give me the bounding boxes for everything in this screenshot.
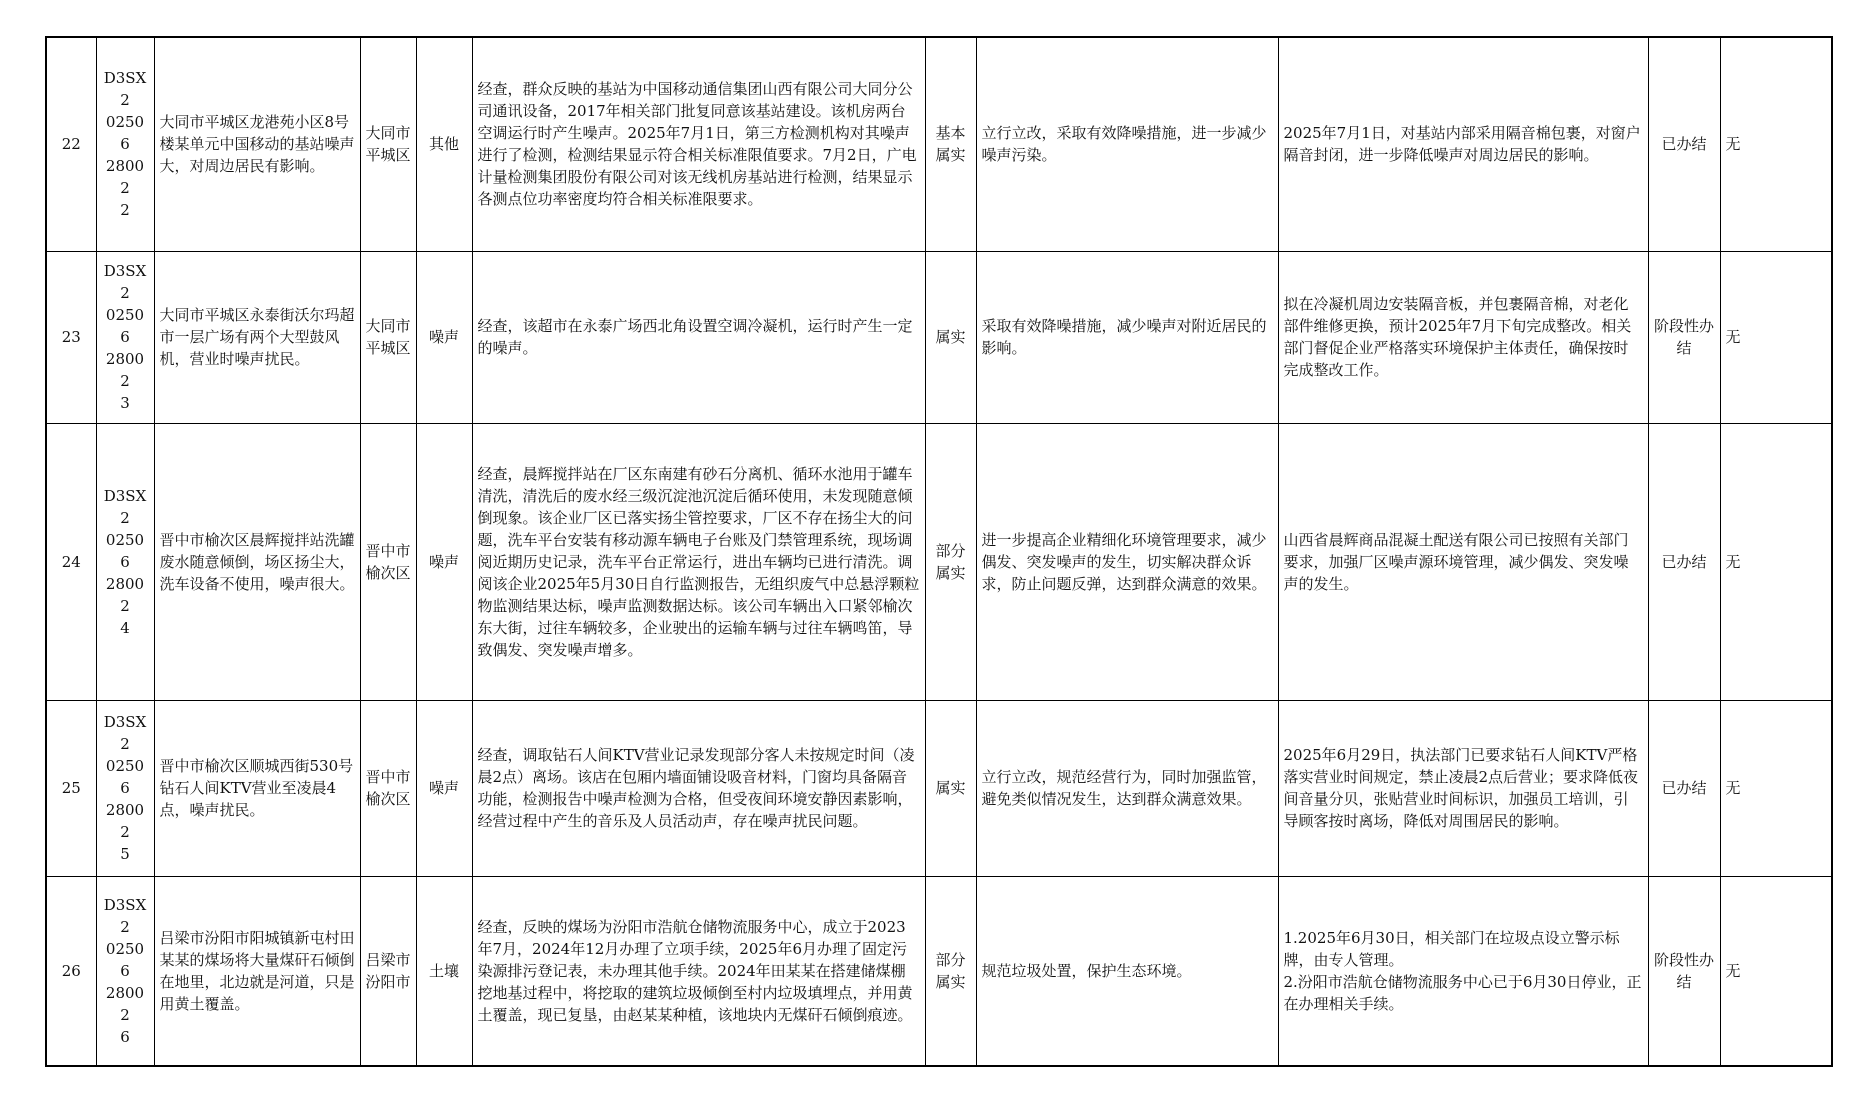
accountability: 无 [1720,251,1832,423]
pollution-category: 其他 [416,37,472,251]
result-line: 1.2025年6月30日，相关部门在垃圾点设立警示标牌，由专人管理。 [1283,928,1620,969]
pollution-category: 噪声 [416,251,472,423]
rectification-requirement: 立行立改，规范经营行为，同时加强监管，避免类似情况发生，达到群众满意效果。 [976,700,1278,876]
complaint-content: 晋中市榆次区晨辉搅拌站洗罐废水随意倾倒，场区扬尘大，洗车设备不使用，噪声很大。 [154,423,360,700]
pollution-category: 土壤 [416,876,472,1066]
status: 已办结 [1648,423,1720,700]
complaint-content: 大同市平城区永泰街沃尔玛超市一层广场有两个大型鼓风机，营业时噪声扰民。 [154,251,360,423]
investigation-text: 经查，晨辉搅拌站在厂区东南建有砂石分离机、循环水池用于罐车清洗，清洗后的废水经三级沉淀池沉淀后循环使用，未发现随意倾倒现象。该企业厂区已落实扬尘管控要求，厂区不存在扬尘大的问题，洗车平台安装有移动源车辆电子台账及门禁管理系统，现场调阅近期历史记录，洗车平台正常运行，进出车辆均已进行清洗。调阅该企业2025年5月30日自行监测报告，无组织废气中总悬浮颗粒物监测结果达标，噪声监测数据达标。该公司车辆出入口紧邻榆次东大街，过往车辆较多，企业驶出的运输车辆与过往车辆鸣笛，导致偶发、突发噪声增多。 [472,423,925,700]
investigation-text: 经查，该超市在永泰广场西北角设置空调冷凝机，运行时产生一定的噪声。 [472,251,925,423]
investigation-text: 经查，群众反映的基站为中国移动通信集团山西有限公司大同分公司通讯设备，2017年相关部门批复同意该基站建设。该机房两台空调运行时产生噪声。2025年7月1日，第三方检测机构对其噪声进行了检测，检测结果显示符合相关标准限值要求。7月2日，广电计量检测集团股份有限公司对该无线机房基站进行检测，结果显示各测点位功率密度均符合相关标准限要求。 [472,37,925,251]
status: 已办结 [1648,37,1720,251]
rectification-result: 2025年7月1日，对基站内部采用隔音棉包裹，对窗户隔音封闭，进一步降低噪声对周边居民的影响。 [1278,37,1648,251]
district: 大同市平城区 [360,251,416,423]
verdict: 部分属实 [925,423,976,700]
complaint-content: 大同市平城区龙港苑小区8号楼某单元中国移动的基站噪声大，对周边居民有影响。 [154,37,360,251]
row-number: 24 [46,423,96,700]
complaint-content: 吕梁市汾阳市阳城镇新屯村田某某的煤场将大量煤矸石倾倒在地里，北边就是河道，只是用黄土覆盖。 [154,876,360,1066]
district: 晋中市榆次区 [360,423,416,700]
table-row [46,876,1832,1066]
status: 阶段性办结 [1648,876,1720,1066]
complaint-table [45,36,1833,1067]
rectification-result: 山西省晨辉商品混凝土配送有限公司已按照有关部门要求，加强厂区噪声源环境管理，减少偶发、突发噪声的发生。 [1278,423,1648,700]
district: 吕梁市汾阳市 [360,876,416,1066]
row-number: 22 [46,37,96,251]
accountability: 无 [1720,700,1832,876]
table-row [46,251,1832,423]
pollution-category: 噪声 [416,700,472,876]
verdict: 属实 [925,700,976,876]
verdict: 属实 [925,251,976,423]
verdict: 基本属实 [925,37,976,251]
result-line: 2.汾阳市浩航仓储物流服务中心已于6月30日停业，正在办理相关手续。 [1283,972,1642,1013]
row-number: 25 [46,700,96,876]
rectification-result [1278,876,1648,1066]
accountability: 无 [1720,876,1832,1066]
district: 大同市平城区 [360,37,416,251]
investigation-text: 经查，调取钻石人间KTV营业记录发现部分客人未按规定时间（凌晨2点）离场。该店在包厢内墙面铺设吸音材料，门窗均具备隔音功能，检测报告中噪声检测为合格，但受夜间环境安静因素影响，经营过程中产生的音乐及人员活动声，存在噪声扰民问题。 [472,700,925,876]
table-row [46,37,1832,251]
complaint-content: 晋中市榆次区顺城西街530号钻石人间KTV营业至凌晨4点，噪声扰民。 [154,700,360,876]
status: 阶段性办结 [1648,251,1720,423]
status: 已办结 [1648,700,1720,876]
case-code: D3SX2 02506 28002 6 [96,876,154,1066]
pollution-category: 噪声 [416,423,472,700]
verdict: 部分属实 [925,876,976,1066]
case-code: D3SX2 02506 28002 3 [96,251,154,423]
rectification-requirement: 规范垃圾处置，保护生态环境。 [976,876,1278,1066]
rectification-result: 拟在冷凝机周边安装隔音板，并包裹隔音棉，对老化部件维修更换，预计2025年7月下旬完成整改。相关部门督促企业严格落实环境保护主体责任，确保按时完成整改工作。 [1278,251,1648,423]
row-number: 23 [46,251,96,423]
investigation-text: 经查，反映的煤场为汾阳市浩航仓储物流服务中心，成立于2023年7月，2024年12月办理了立项手续，2025年6月办理了固定污染源排污登记表，未办理其他手续。2024年田某某在搭建储煤棚挖地基过程中，将挖取的建筑垃圾倾倒至村内垃圾填埋点，并用黄土覆盖，现已复垦，由赵某某种植，该地块内无煤矸石倾倒痕迹。 [472,876,925,1066]
rectification-requirement: 采取有效降噪措施，减少噪声对附近居民的影响。 [976,251,1278,423]
rectification-result: 2025年6月29日，执法部门已要求钻石人间KTV严格落实营业时间规定，禁止凌晨2点后营业；要求降低夜间音量分贝，张贴营业时间标识，加强员工培训，引导顾客按时离场，降低对周围居民的影响。 [1278,700,1648,876]
case-code: D3SX2 02506 28002 2 [96,37,154,251]
row-number: 26 [46,876,96,1066]
table-row [46,423,1832,700]
case-code: D3SX2 02506 28002 5 [96,700,154,876]
accountability: 无 [1720,37,1832,251]
rectification-requirement: 进一步提高企业精细化环境管理要求，减少偶发、突发噪声的发生，切实解决群众诉求，防止问题反弹，达到群众满意的效果。 [976,423,1278,700]
case-code: D3SX2 02506 28002 4 [96,423,154,700]
table-row [46,700,1832,876]
rectification-requirement: 立行立改，采取有效降噪措施，进一步减少噪声污染。 [976,37,1278,251]
accountability: 无 [1720,423,1832,700]
district: 晋中市榆次区 [360,700,416,876]
